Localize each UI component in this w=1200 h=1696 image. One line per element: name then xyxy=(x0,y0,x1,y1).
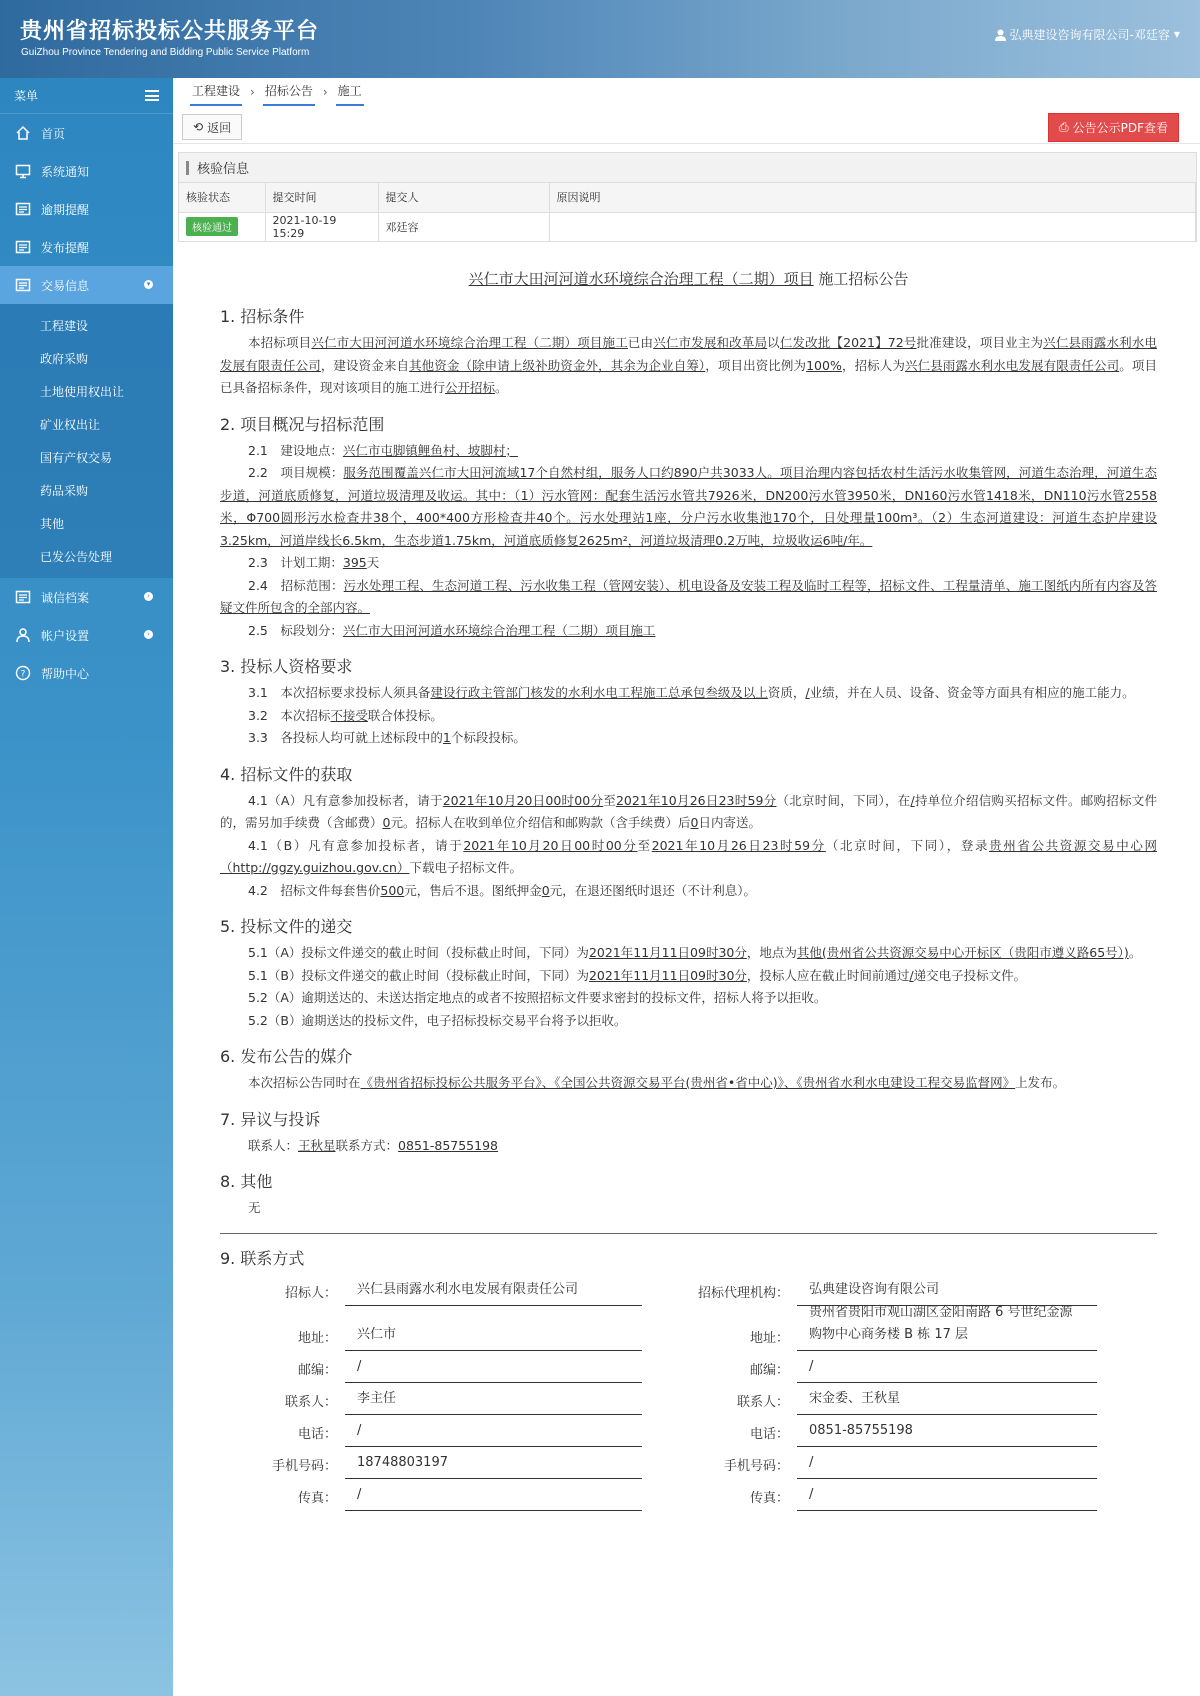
paragraph xyxy=(220,835,1157,880)
text-segment: 下载电子招标文件。 xyxy=(409,860,522,875)
sidebar-item-1[interactable] xyxy=(0,616,173,654)
sidebar-item-label: 交易信息 xyxy=(41,278,90,293)
contact-label: 邮编： xyxy=(749,1362,789,1378)
filled-field: 1 xyxy=(442,730,451,745)
menu-header xyxy=(0,78,173,114)
filled-field: 建设行政主管部门核发的水利水电工程施工总承包叁级及以上 xyxy=(430,685,768,700)
svg-text:?: ? xyxy=(20,669,26,680)
text-segment: 元。招标人在收到单位介绍信和邮购款（含手续费）后 xyxy=(390,815,691,830)
contact-value: / xyxy=(345,1420,642,1447)
back-icon: ⟲ xyxy=(193,120,204,134)
contact-row xyxy=(220,1274,685,1306)
submenu-item[interactable]: 药品采购 xyxy=(40,484,89,498)
contact-label: 联系人： xyxy=(284,1394,337,1410)
monitor-icon xyxy=(14,162,32,180)
paragraph xyxy=(220,965,1157,988)
text-segment: 联系人： xyxy=(248,1137,299,1153)
breadcrumb-item[interactable]: 招标公告 xyxy=(263,82,315,106)
text-segment: 。项目已具备招标条件，现对该项目的施工进行 xyxy=(220,357,1157,395)
chevron-right-icon: › xyxy=(144,592,153,601)
filled-field: 2021年11月11日09时30分 xyxy=(588,945,747,960)
section-heading: 6. 发布公告的媒介 xyxy=(220,1047,353,1066)
paragraph xyxy=(220,705,1157,728)
paragraph xyxy=(220,1135,1157,1158)
help-icon xyxy=(14,664,32,682)
filled-field: 兴仁县雨露水利水电发展有限责任公司 xyxy=(904,357,1120,373)
pdf-view-button[interactable]: ⎙ 公告公示PDF查看 xyxy=(1048,113,1179,142)
section-heading: 9. 联系方式 xyxy=(220,1248,305,1268)
filled-field: 0 xyxy=(690,815,699,830)
sidebar-item-2[interactable] xyxy=(0,654,173,692)
filled-field: 2021年11月11日09时30分 xyxy=(588,967,747,983)
filled-field: 2021年10月26日23时59分 xyxy=(651,837,826,853)
breadcrumb xyxy=(173,78,1200,106)
reason xyxy=(549,212,1196,241)
verify-title: 核验信息 xyxy=(179,153,1196,183)
text-segment: 2.4 招标范围： xyxy=(248,577,344,593)
back-button[interactable]: ⟲ 返回 xyxy=(182,114,242,140)
sidebar-item-4[interactable] xyxy=(0,266,173,304)
text-segment: 2.5 标段划分： xyxy=(248,622,343,638)
contact-row xyxy=(685,1383,1157,1415)
text-segment: 本招标项目 xyxy=(248,335,312,350)
text-segment: （北京时间，下同），在 xyxy=(776,792,911,808)
contact-value: 弘典建设咨询有限公司 xyxy=(797,1279,1097,1306)
text-segment: 5.2（A）逾期送达的、未送达指定地点的或者不按照招标文件要求密封的投标文件，招标人将予以拒收。 xyxy=(248,990,827,1005)
contact-row xyxy=(685,1479,1157,1511)
paragraph xyxy=(220,682,1157,705)
text-segment: 已由 xyxy=(627,335,654,350)
contact-label: 手机号码： xyxy=(271,1458,337,1474)
user-menu[interactable] xyxy=(995,26,1181,43)
filled-field: 0 xyxy=(382,815,391,830)
text-segment: ，项目出资比例为 xyxy=(705,357,807,373)
contact-value: 兴仁县雨露水利水电发展有限责任公司 xyxy=(345,1279,642,1306)
paragraph xyxy=(220,1010,1157,1033)
paragraph xyxy=(220,942,1157,965)
contact-label: 地址： xyxy=(749,1330,789,1346)
text-segment: ，建设资金来自 xyxy=(320,357,410,373)
contact-value: / xyxy=(345,1484,642,1511)
filled-field: 不接受 xyxy=(330,707,368,723)
main-content xyxy=(173,78,1200,1506)
contact-value: 18748803197 xyxy=(345,1452,642,1479)
filled-field: 0 xyxy=(541,882,550,898)
filled-field: / xyxy=(909,967,914,983)
section-heading: 3. 投标人资格要求 xyxy=(220,657,353,676)
text-segment: 联合体投标。 xyxy=(367,707,443,723)
col-header: 原因说明 xyxy=(549,183,1196,212)
sidebar-item-label: 逾期提醒 xyxy=(41,202,90,217)
text-segment: 至 xyxy=(637,837,652,853)
filled-field: 395 xyxy=(342,555,367,570)
filled-field: 公开招标 xyxy=(445,380,496,395)
text-segment: 5.1（B）投标文件递交的截止时间（投标截止时间，下同）为 xyxy=(248,967,589,983)
list-icon xyxy=(14,200,32,218)
text-segment: 元，在退还图纸时退还（不计利息）。 xyxy=(549,882,756,898)
col-header: 提交人 xyxy=(378,183,549,212)
filled-field: 其他(贵州省公共资源交易中心开标区（贵阳市遵义路65号）) xyxy=(796,945,1129,960)
contact-label: 招标代理机构： xyxy=(697,1285,789,1301)
submenu-item[interactable]: 土地使用权出让 xyxy=(40,385,125,399)
text-segment: 本次招标公告同时在 xyxy=(248,1075,361,1090)
sidebar-item-0[interactable] xyxy=(0,114,173,152)
contact-value: / xyxy=(797,1356,1097,1383)
text-segment: 以 xyxy=(767,335,780,350)
sidebar-item-2[interactable] xyxy=(0,190,173,228)
list-icon xyxy=(14,238,32,256)
sidebar-item-3[interactable] xyxy=(0,228,173,266)
text-segment: 2.2 项目规模： xyxy=(248,465,344,480)
text-segment: 日内寄送。 xyxy=(698,815,761,830)
caret-down-icon: ▼ xyxy=(1173,30,1180,39)
text-segment: ，投标人应在截止时间前通过 xyxy=(746,967,910,983)
contact-value: 兴仁市 xyxy=(345,1324,642,1351)
sidebar-item-label: 系统通知 xyxy=(41,164,90,179)
contact-value: 0851-85755198 xyxy=(797,1420,1097,1447)
submenu-item[interactable]: 已发公告处理 xyxy=(40,550,113,564)
contact-value: / xyxy=(797,1452,1097,1479)
submit-time: 2021-10-19 15:29 xyxy=(265,212,378,241)
header xyxy=(0,0,1200,78)
contact-value: 贵州省贵阳市观山湖区金阳南路 6 号世纪金源购物中心商务楼 B 栋 17 层 xyxy=(797,1302,1097,1351)
filled-field: 其他资金（除申请上级补助资金外，其余为企业自筹） xyxy=(409,357,706,373)
submenu xyxy=(0,304,173,578)
filled-field: / xyxy=(910,792,915,808)
text-segment: 递交电子投标文件。 xyxy=(913,967,1027,983)
filled-field: 兴仁县雨露水利水电发展有限责任公司 xyxy=(220,335,1157,373)
contact-label: 电话： xyxy=(297,1426,337,1442)
text-segment: 3.2 本次招标 xyxy=(248,707,331,723)
filled-field: 服务范围覆盖兴仁市大田河流域17个自然村组，服务人口约890户共3033人。项目治理内容包括农村生活污水收集管网，河道生态治理，河道生态步道，河道底质修复，河道垃圾清理及收运。其中：（1）污水管网：配套生活污水管共7926米，DN200污水管3950米，DN160污水管1418米，DN110污水管2558米，Φ700圆形污水检查井38个，400*400方形检查井40个。污水处理站1座，分户污水收集池170个，日处理量100m³。（2）生态河道建设：河道生态护岸建设3.25km，河道岸线长6.5km，生态步道1.75km，河道底质修复2625m²，河道垃圾清理0.2万吨，垃圾收运6吨/年。 xyxy=(220,465,1157,548)
divider xyxy=(220,1233,1157,1234)
verify-panel xyxy=(178,152,1197,242)
sidebar-item-0[interactable] xyxy=(0,578,173,616)
text-segment: 3.1 本次招标要求投标人须具备 xyxy=(248,685,431,700)
breadcrumb-separator: › xyxy=(322,85,328,99)
breadcrumb-item[interactable]: 施工 xyxy=(336,82,364,106)
contact-row xyxy=(685,1351,1157,1383)
paragraph xyxy=(220,332,1157,400)
contact-label: 招标人： xyxy=(284,1285,337,1301)
breadcrumb-item[interactable]: 工程建设 xyxy=(190,82,242,106)
paragraph xyxy=(220,880,1157,903)
paragraph xyxy=(220,727,1157,750)
text-segment: 天 xyxy=(366,555,380,570)
user-name: 弘典建设咨询有限公司-邓廷容 xyxy=(1009,28,1170,42)
submenu-item[interactable]: 矿业权出让 xyxy=(40,418,101,432)
toolbar xyxy=(173,106,1200,144)
paragraph: 无 xyxy=(248,1200,261,1215)
filled-field: 《贵州省招标投标公共服务平台》、《全国公共资源交易平台(贵州省•省中心)》、《贵州省水利水电建设工程交易监督网》 xyxy=(360,1075,1016,1090)
text-segment: ，招标人为 xyxy=(841,357,905,373)
contact-row xyxy=(685,1306,1157,1351)
contact-grid xyxy=(220,1274,1157,1511)
contact-row xyxy=(685,1447,1157,1479)
list-icon xyxy=(14,588,32,606)
section-heading: 2. 项目概况与招标范围 xyxy=(220,414,385,434)
section-heading: 8. 其他 xyxy=(220,1172,273,1191)
verify-table xyxy=(179,183,1196,241)
breadcrumb-separator: › xyxy=(250,85,255,99)
contact-value: / xyxy=(797,1484,1097,1511)
text-segment: 4.1（A）凡有意参加投标者，请于 xyxy=(248,792,443,808)
text-segment: 。 xyxy=(1128,945,1142,960)
submenu-item[interactable]: 国有产权交易 xyxy=(40,451,113,465)
section-heading: 7. 异议与投诉 xyxy=(220,1109,321,1129)
sidebar-item-label: 发布提醒 xyxy=(41,240,90,255)
sidebar xyxy=(0,78,173,1696)
text-segment: 资质， xyxy=(767,685,806,700)
contact-value: 宋金委、王秋星 xyxy=(797,1388,1097,1415)
paragraph xyxy=(220,1072,1157,1095)
sidebar-item-1[interactable] xyxy=(0,152,173,190)
paragraph xyxy=(220,575,1157,620)
text-segment: 5.2（B）逾期送达的投标文件，电子招标投标交易平台将予以拒收。 xyxy=(248,1012,627,1028)
contact-label: 传真： xyxy=(297,1490,337,1506)
filled-field: 兴仁市大田河河道水环境综合治理工程（二期）项目施工 xyxy=(342,622,656,638)
chevron-down-icon: ▾ xyxy=(144,280,153,289)
platform-subtitle: GuiZhou Province Tendering and Bidding Public Service Platform xyxy=(21,47,310,58)
filled-field: 500 xyxy=(380,882,405,898)
table-row xyxy=(179,212,1196,241)
filled-field: 王秋星 xyxy=(298,1137,336,1153)
filled-field: 0851-85755198 xyxy=(398,1137,498,1153)
filled-field: 兴仁市大田河河道水环境综合治理工程（二期）项目施工 xyxy=(311,335,628,350)
contact-row xyxy=(220,1351,685,1383)
contact-row xyxy=(220,1383,685,1415)
text-segment: 个标段投标。 xyxy=(450,730,526,745)
contact-row xyxy=(220,1415,685,1447)
contact-label: 联系人： xyxy=(736,1394,789,1410)
filled-field: 贵州省公共资源交易中心网（http://ggzy.guizhou.gov.cn） xyxy=(220,837,1157,875)
menu-label: 菜单 xyxy=(14,89,39,103)
text-segment: 联系方式： xyxy=(335,1137,399,1153)
contact-label: 传真： xyxy=(749,1490,789,1506)
contact-agency xyxy=(685,1274,1157,1511)
contact-tenderer xyxy=(220,1274,685,1511)
pdf-icon: ⎙ xyxy=(1059,120,1069,134)
user-icon xyxy=(995,29,1006,41)
filled-field: 2021年10月20日00时00分 xyxy=(463,837,638,853)
submenu-item[interactable]: 其他 xyxy=(40,517,65,531)
document-title: 兴仁市大田河河道水环境综合治理工程（二期）项目 施工招标公告 xyxy=(468,270,909,288)
hamburger-icon[interactable] xyxy=(145,90,159,101)
section-heading: 4. 招标文件的获取 xyxy=(220,764,353,784)
filled-field: 兴仁市发展和改革局 xyxy=(653,335,768,350)
text-segment: 持单位介绍信购买招标文件。邮购招标文件的，需另加手续费（含邮费） xyxy=(220,792,1157,830)
filled-field: 100% xyxy=(806,357,842,373)
contact-label: 邮编： xyxy=(297,1362,337,1378)
text-segment: 业绩，并在人员、设备、资金等方面具有相应的施工能力。 xyxy=(809,685,1135,700)
col-header: 核验状态 xyxy=(179,183,265,212)
text-segment: 4.2 招标文件每套售价 xyxy=(248,882,381,898)
contact-label: 地址： xyxy=(297,1330,337,1346)
platform-title: 贵州省招标投标公共服务平台 xyxy=(20,19,320,44)
submenu-item[interactable]: 工程建设 xyxy=(40,319,89,333)
home-icon xyxy=(14,124,32,142)
paragraph xyxy=(220,462,1157,552)
section-heading: 5. 投标文件的递交 xyxy=(220,917,353,936)
filled-field: 仁发改批【2021】72号 xyxy=(779,335,917,350)
contact-label: 手机号码： xyxy=(723,1458,789,1474)
submitter: 邓廷容 xyxy=(378,212,549,241)
chevron-right-icon: › xyxy=(144,630,153,639)
announcement-document xyxy=(220,268,1157,1511)
section-heading: 1. 招标条件 xyxy=(220,307,305,326)
text-segment: 4.1（B）凡有意参加投标者，请于 xyxy=(248,837,464,853)
contact-value: / xyxy=(345,1356,642,1383)
text-segment: 3.3 各投标人均可就上述标段中的 xyxy=(248,730,443,745)
paragraph xyxy=(220,620,1157,643)
text-segment: ，地点为 xyxy=(746,945,797,960)
contact-row xyxy=(220,1306,685,1351)
text-segment: 。 xyxy=(495,380,508,395)
contact-row xyxy=(220,1447,685,1479)
contact-value: 李主任 xyxy=(345,1388,642,1415)
paragraph xyxy=(220,552,1157,575)
sidebar-item-label: 首页 xyxy=(41,126,66,141)
sidebar-item-label: 诚信档案 xyxy=(41,590,90,605)
text-segment: 批准建设，项目业主为 xyxy=(916,335,1044,350)
text-segment: 至 xyxy=(603,792,616,808)
filled-field: 2021年10月20日00时00分 xyxy=(442,792,604,808)
sidebar-item-label: 帮助中心 xyxy=(41,666,90,681)
contact-row xyxy=(685,1415,1157,1447)
paragraph xyxy=(220,987,1157,1010)
status-badge: 核验通过 xyxy=(186,217,238,236)
filled-field: 兴仁市屯脚镇鲤鱼村、坡脚村； xyxy=(342,442,518,458)
filled-field: 污水处理工程、生态河道工程、污水收集工程（管网安装）、机电设备及安装工程及临时工程等，招标文件、工程量清单、施工图纸内所有内容及答疑文件所包含的全部内容。 xyxy=(220,577,1157,615)
col-header: 提交时间 xyxy=(265,183,378,212)
text-segment: 元，售后不退。图纸押金 xyxy=(404,882,542,898)
list-icon xyxy=(14,276,32,294)
text-segment: 2.3 计划工期： xyxy=(248,555,343,570)
contact-label: 电话： xyxy=(749,1426,789,1442)
sidebar-item-label: 帐户设置 xyxy=(41,628,90,643)
text-segment: 上发布。 xyxy=(1015,1075,1066,1090)
user-icon xyxy=(14,626,32,644)
paragraph xyxy=(220,440,1157,463)
paragraph xyxy=(220,790,1157,835)
filled-field: / xyxy=(805,685,810,700)
submenu-item[interactable]: 政府采购 xyxy=(40,352,89,366)
text-segment: 5.1（A）投标文件递交的截止时间（投标截止时间，下同）为 xyxy=(248,945,589,960)
text-segment: 2.1 建设地点： xyxy=(248,442,343,458)
text-segment: （北京时间，下同），登录 xyxy=(825,837,990,853)
contact-row xyxy=(220,1479,685,1511)
filled-field: 2021年10月26日23时59分 xyxy=(615,792,777,808)
